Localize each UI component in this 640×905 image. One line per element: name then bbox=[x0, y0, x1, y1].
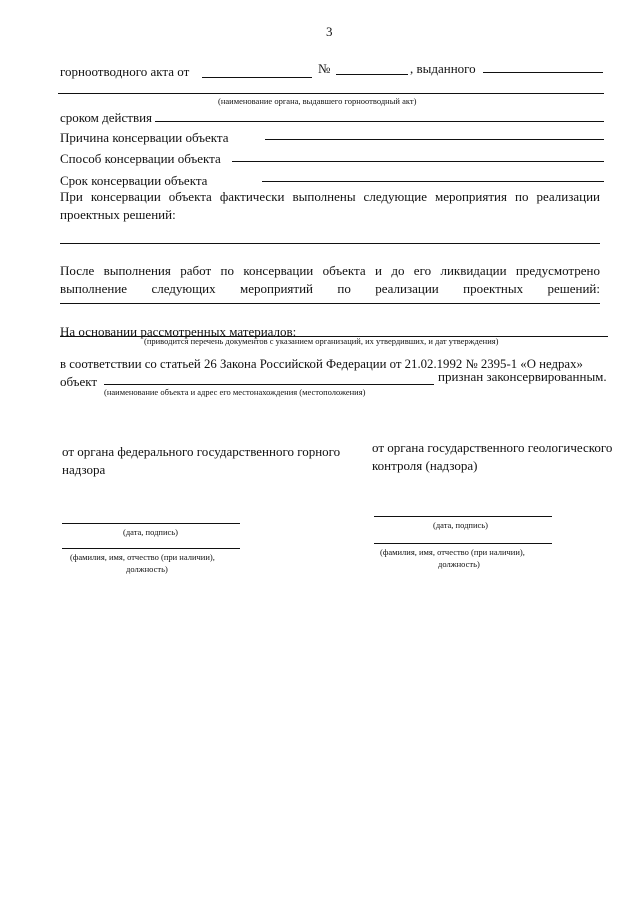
issuer-hint: (наименование органа, выдавшего горноотводный акт) bbox=[218, 96, 417, 106]
validity-line bbox=[155, 121, 604, 122]
performed-fill-line bbox=[60, 243, 600, 244]
right-name-hint-1: (фамилия, имя, отчество (при наличии), bbox=[380, 547, 525, 557]
left-name-hint-1: (фамилия, имя, отчество (при наличии), bbox=[70, 552, 215, 562]
number-sign: № bbox=[318, 61, 331, 76]
basis-label: На основании рассмотренных материалов: bbox=[60, 324, 297, 339]
method-label: Способ консервации объекта bbox=[60, 151, 221, 166]
left-date-sign: (дата, подпись) bbox=[123, 527, 179, 537]
object-hint: (наименование объекта и адрес его местонахождения (местоположения) bbox=[104, 387, 366, 397]
left-signature-line bbox=[62, 523, 240, 524]
right-signatory-line-1: от органа государственного геологического bbox=[372, 440, 613, 455]
term-label: Срок консервации объекта bbox=[60, 173, 208, 188]
left-name-line bbox=[62, 548, 240, 549]
issued-label: , выданного bbox=[410, 61, 476, 76]
issuer-line-2 bbox=[58, 93, 604, 94]
object-status: признан законсервированным. bbox=[438, 369, 607, 384]
basis-hint: (приводится перечень документов с указанием организаций, их утвердивших, и дат утверждения) bbox=[144, 336, 499, 346]
term-line bbox=[262, 181, 604, 182]
after-works-line-2: выполнение следующих мероприятий по реализации проектных решений: bbox=[60, 281, 600, 296]
reason-line bbox=[265, 139, 604, 140]
page-number: 3 bbox=[326, 24, 333, 39]
right-signature-line bbox=[374, 516, 552, 517]
left-signatory-line-2: надзора bbox=[62, 462, 106, 477]
right-signatory-line-2: контроля (надзора) bbox=[372, 458, 478, 473]
mining-act-prefix: горноотводного акта от bbox=[60, 64, 190, 79]
after-works-line-1: После выполнения работ по консервации объекта и до его ликвидации предусмотрено bbox=[60, 263, 600, 278]
act-date-line bbox=[202, 77, 312, 78]
object-label: объект bbox=[60, 374, 98, 389]
method-line bbox=[232, 161, 604, 162]
right-name-line bbox=[374, 543, 552, 544]
validity-label: сроком действия bbox=[60, 110, 153, 125]
issuer-line-1 bbox=[483, 72, 603, 73]
performed-line-1: При консервации объекта фактически выполнены следующие мероприятия по реализации bbox=[60, 189, 600, 204]
object-line bbox=[104, 384, 434, 385]
right-name-hint-2: должность) bbox=[438, 559, 480, 569]
left-name-hint-2: должность) bbox=[126, 564, 168, 574]
act-number-line bbox=[336, 74, 408, 75]
right-date-sign: (дата, подпись) bbox=[433, 520, 489, 530]
reason-label: Причина консервации объекта bbox=[60, 130, 229, 145]
law-text: в соответствии со статьей 26 Закона Российской Федерации от 21.02.1992 № 2395-1 «О недрах» bbox=[60, 357, 583, 371]
after-works-fill-line bbox=[60, 303, 600, 304]
left-signatory-line-1: от органа федерального государственного горного bbox=[62, 444, 341, 459]
performed-line-2: проектных решений: bbox=[60, 207, 176, 222]
